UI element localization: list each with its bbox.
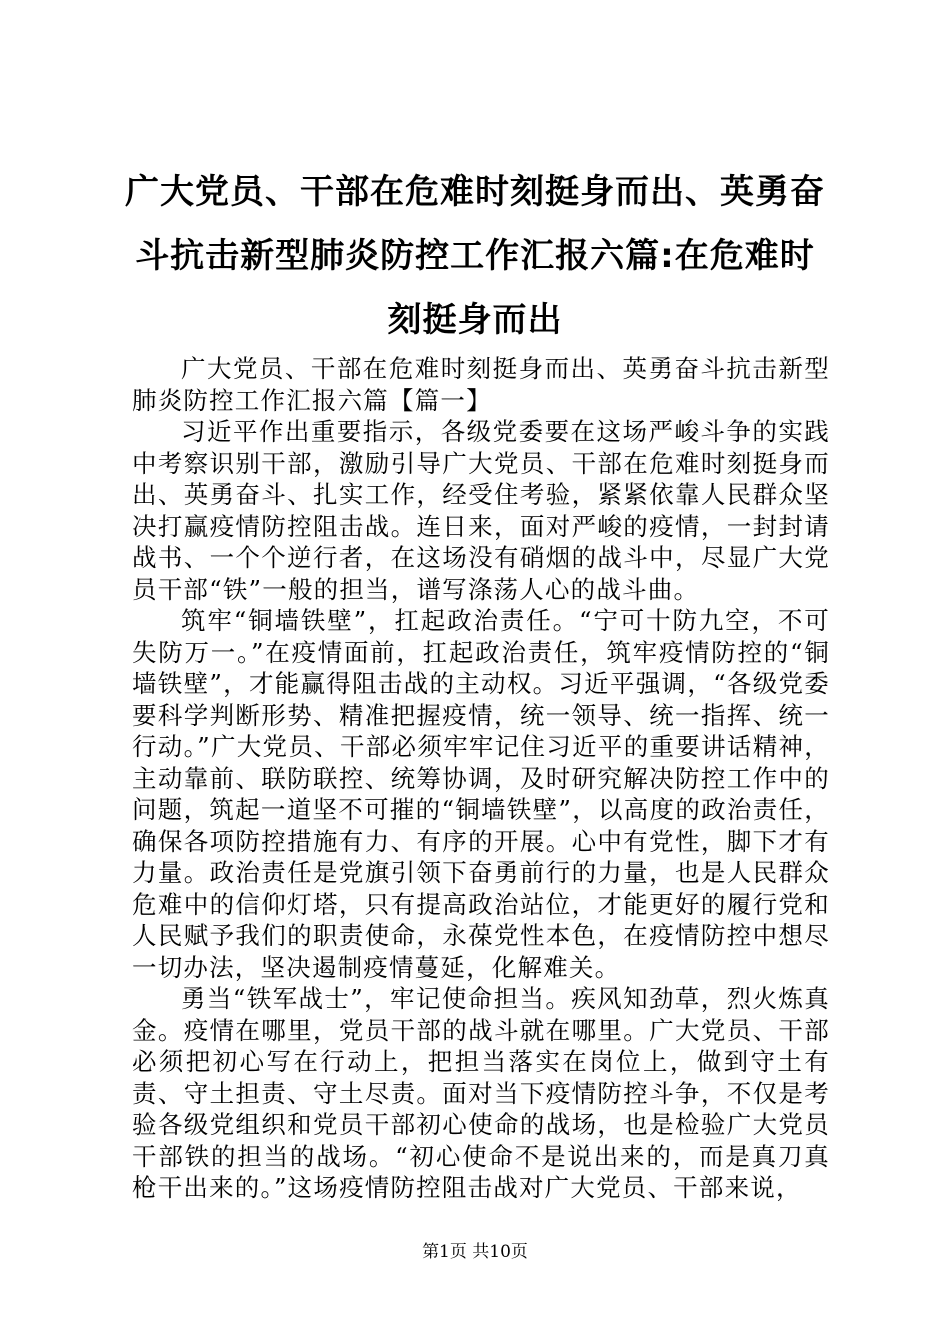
page-footer: 第1页 共10页: [422, 1242, 528, 1262]
paragraph-political-responsibility: 筑牢“铜墙铁壁”，扛起政治责任。“宁可十防九空，不可失防万一。”在疫情面前，扛起政治责任，筑牢疫情防控的“铜墙铁壁”，才能赢得阻击战的主动权。习近平强调，“各级党委要科学判断形势、精准把握疫情，统一领导、统一指挥、统一行动。”广大党员、干部必须牢牢记住习近平的重要讲话精神，主动靠前、联防联控、统筹协调，及时研究解决防控工作中的问题，筑起一道坚不可摧的“铜墙铁壁”，以高度的政治责任，确保各项防控措施有力、有序的开展。心中有党性，脚下才有力量。政治责任是党旗引领下奋勇前行的力量，也是人民群众危难中的信仰灯塔，只有提高政治站位，才能更好的履行党和人民赋予我们的职责使命，永葆党性本色，在疫情防控中想尽一切办法，坚决遏制疫情蔓延，化解难关。: [132, 606, 830, 982]
paragraph-mission: 勇当“铁军战士”，牢记使命担当。疾风知劲草，烈火炼真金。疫情在哪里，党员干部的战斗就在哪里。广大党员、干部必须把初心写在行动上，把担当落实在岗位上，做到守土有责、守土担责、守土尽责。面对当下疫情防控斗争，不仅是考验各级党组织和党员干部初心使命的战场，也是检验广大党员干部铁的担当的战场。“初心使命不是说出来的，而是真刀真枪干出来的。”这场疫情防控阻击战对广大党员、干部来说，: [132, 984, 830, 1202]
document-body: [132, 353, 830, 1204]
paragraph-subtitle: 广大党员、干部在危难时刻挺身而出、英勇奋斗抗击新型肺炎防控工作汇报六篇【篇一】: [132, 354, 830, 415]
paragraph-intro: 习近平作出重要指示，各级党委要在这场严峻斗争的实践中考察识别干部，激励引导广大党员、干部在危难时刻挺身而出、英勇奋斗、扎实工作，经受住考验，紧紧依靠人民群众坚决打赢疫情防控阻击战。连日来，面对严峻的疫情，一封封请战书、一个个逆行者，在这场没有硝烟的战斗中，尽显广大党员干部“铁”一般的担当，谱写涤荡人心的战斗曲。: [132, 417, 830, 604]
document-title: 广大党员、干部在危难时刻挺身而出、英勇奋斗抗击新型肺炎防控工作汇报六篇:在危难时刻挺身而出: [125, 172, 825, 340]
